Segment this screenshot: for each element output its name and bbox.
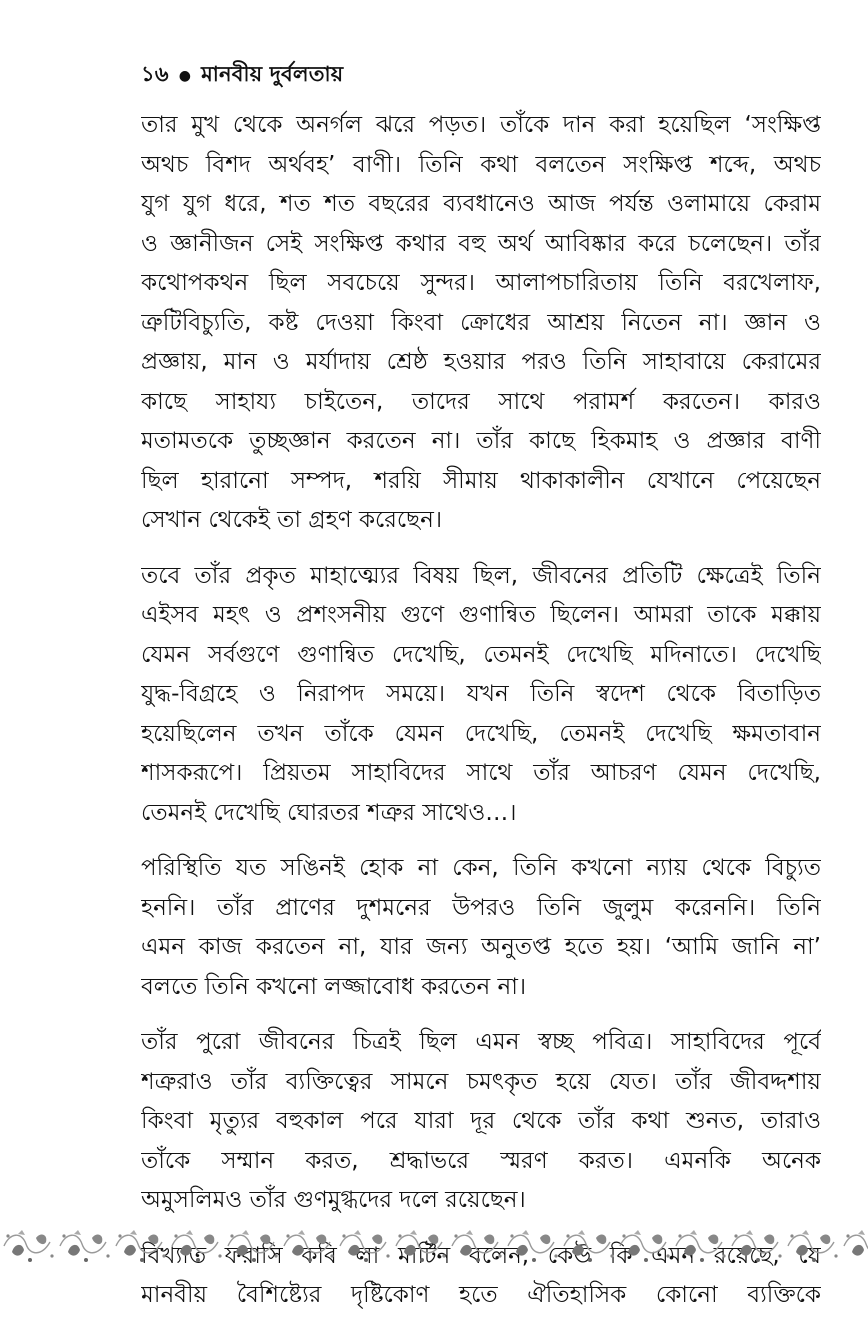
text-line: তেমনই দেখেছি ঘোরতর শত্রুর সাথেও…।	[141, 799, 517, 826]
text-line: প্রজ্ঞায়, মান ও মর্যাদায় শ্রেষ্ঠ হওয়ার পরও তিনি সাহাবায়ে কেরামের	[141, 349, 821, 375]
text-line: ও জ্ঞানীজন সেই সংক্ষিপ্ত কথার বহু অর্থ আবিষ্কার করে চলেছেন। তাঁর	[141, 230, 821, 257]
page-body	[141, 106, 821, 1332]
text-line: যুদ্ধ-বিগ্রহে ও নিরাপদ সময়ে। যখন তিনি স্বদেশ থেকে বিতাড়িত	[141, 681, 821, 707]
text-line: কাছে সাহায্য চাইতেন, তাদের সাথে পরামর্শ করতেন। কারও	[141, 388, 821, 415]
text-line: এমন কাজ করতেন না, যার জন্য অনুতপ্ত হতে হয়। ‘আমি জানি না’	[141, 934, 821, 960]
text-line: ছিল হারানো সম্পদ, শরয়ি সীমায় থাকাকালীন যেখানে পেয়েছেন	[141, 467, 821, 494]
text-line: পরিস্থিতি যত সঙিনই হোক না কেন, তিনি কখনো ন্যায় থেকে বিচ্যুত	[141, 855, 821, 881]
paragraph	[141, 1023, 821, 1221]
text-line: মতামতকে তুচ্ছজ্ঞান করতেন না। তাঁর কাছে হিকমাহ ও প্রজ্ঞার বাণী	[141, 428, 821, 454]
text-line: মানবীয় বৈশিষ্ট্যের দৃষ্টিকোণ হতে ঐতিহাসিক কোনো ব্যক্তিকে	[141, 1282, 821, 1308]
text-line: বলতে তিনি কখনো লজ্জাবোধ করতেন না।	[141, 973, 527, 1000]
running-title: মানবীয় দুর্বলতায়	[201, 62, 344, 86]
text-line: কিংবা মৃত্যুর বহুকাল পরে যারা দূর থেকে তাঁর কথা শুনত, তারাও	[141, 1108, 821, 1134]
text-line: তবে তাঁর প্রকৃত মাহাত্ম্যের বিষয় ছিল, জীবনের প্রতিটি ক্ষেত্রেই তিনি	[141, 562, 821, 589]
running-header	[141, 58, 343, 93]
text-line: তাঁকে সম্মান করত, শ্রদ্ধাভরে স্মরণ করত। এমনকি অনেক	[141, 1147, 821, 1174]
page-number: ১৬	[141, 62, 169, 86]
text-line: যুগ যুগ ধরে, শত শত বছরের ব্যবধানেও আজ পর্যন্ত ওলামায়ে কেরাম	[141, 191, 821, 217]
decorative-border	[0, 1222, 868, 1269]
text-line: হয়েছিলেন তখন তাঁকে যেমন দেখেছি, তেমনই দেখেছি ক্ষমতাবান	[141, 720, 821, 747]
text-line: শাসকরূপে। প্রিয়তম সাহাবিদের সাথে তাঁর আচরণ যেমন দেখেছি,	[141, 760, 821, 786]
text-line: তাঁর পুরো জীবনের চিত্রই ছিল এমন স্বচ্ছ পবিত্র। সাহাবিদের পূর্বে	[141, 1029, 821, 1055]
text-line: অমুসলিমও তাঁর গুণমুগ্ধদের দলে রয়েছেন।	[141, 1187, 526, 1213]
text-line: যেমন সর্বগুণে গুণান্বিত দেখেছি, তেমনই দেখেছি মদিনাতে। দেখেছি	[141, 641, 821, 668]
ornament-border-icon	[0, 1222, 868, 1269]
bullet-icon: ●	[178, 67, 192, 84]
text-line: তার মুখ থেকে অনর্গল ঝরে পড়ত। তাঁকে দান করা হয়েছিল ‘সংক্ষিপ্ত	[141, 112, 821, 138]
text-line: অথচ বিশদ অর্থবহ’ বাণী। তিনি কথা বলতেন সংক্ষিপ্ত শব্দে, অথচ	[141, 151, 821, 178]
text-line: ত্রুটিবিচ্যুতি, কষ্ট দেওয়া কিংবা ক্রোধের আশ্রয় নিতেন না। জ্ঞান ও	[141, 309, 821, 336]
paragraph	[141, 106, 821, 541]
paragraph	[141, 849, 821, 1007]
text-line: শত্রুরাও তাঁর ব্যক্তিত্বের সামনে চমৎকৃত হয়ে যেত। তাঁর জীবদ্দশায়	[141, 1068, 821, 1095]
text-line: সেখান থেকেই তা গ্রহণ করেছেন।	[141, 507, 443, 533]
paragraph	[141, 557, 821, 834]
text-line: এইসব মহৎ ও প্রশংসনীয় গুণে গুণান্বিত ছিলেন। আমরা তাকে মক্কায়	[141, 602, 821, 628]
text-line: কথোপকথন ছিল সবচেয়ে সুন্দর। আলাপচারিতায় তিনি বরখেলাফ,	[141, 270, 821, 296]
text-line: হননি। তাঁর প্রাণের দুশমনের উপরও তিনি জুলুম করেননি। তিনি	[141, 894, 821, 921]
